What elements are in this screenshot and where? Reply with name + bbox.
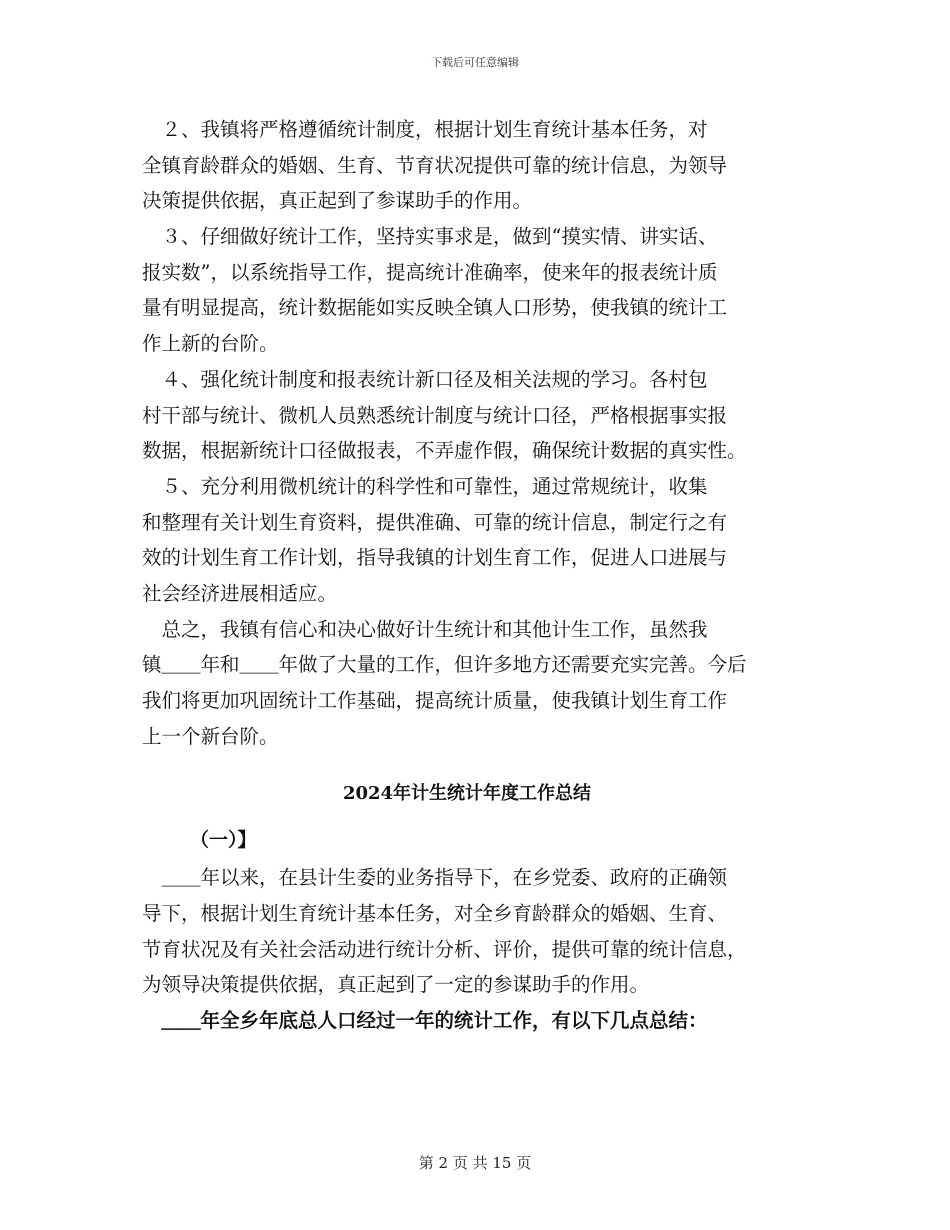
text-line: ５、充分利用微机统计的科学性和可靠性，通过常规统计，收集 <box>142 474 708 498</box>
text-line: 量有明显提高，统计数据能如实反映全镇人口形势，使我镇的统计工 <box>142 296 728 320</box>
paragraph-1 <box>142 112 822 219</box>
paragraph-2 <box>142 219 822 362</box>
section-title: 2024年计生统计年度工作总结 <box>342 783 592 805</box>
text-line: 数据，根据新统计口径做报表，不弄虚作假，确保统计数据的真实性。 <box>142 439 747 463</box>
bold-summary-line: ＿＿年全乡年底总人口经过一年的统计工作，有以下几点总结： <box>142 1009 708 1033</box>
text-line: 为领导决策提供依据，真正起到了一定的参谋助手的作用。 <box>142 973 650 997</box>
paragraph-6 <box>142 860 822 1003</box>
text-line: ３、仔细做好统计工作，坚持实事求是，做到“摸实情、讲实话、 <box>142 225 718 249</box>
text-line: 效的计划生育工作计划，指导我镇的计划生育工作，促进人口进展与 <box>142 546 728 570</box>
paragraph-5 <box>142 612 822 755</box>
text-line: 报实数”，以系统指导工作，提高统计准确率，使来年的报表统计质 <box>142 260 718 284</box>
paragraph-4 <box>142 469 822 612</box>
text-line: ＿＿年以来，在县计生委的业务指导下，在乡党委、政府的正确领 <box>142 866 728 890</box>
text-line: ４、强化统计制度和报表统计新口径及相关法规的学习。各村包 <box>142 367 708 391</box>
text-line: 我们将更加巩固统计工作基础，提高统计质量，使我镇计划生育工作 <box>142 689 728 712</box>
page-header: 下载后可任意编辑 <box>431 56 519 69</box>
text-line: 节育状况及有关社会活动进行统计分析、评价，提供可靠的统计信息， <box>142 937 747 961</box>
text-line: 导下，根据计划生育统计基本任务，对全乡育龄群众的婚姻、生育、 <box>142 902 728 926</box>
text-line: 上一个新台阶。 <box>142 724 279 748</box>
text-line: ２、我镇将严格遵循统计制度，根据计划生育统计基本任务，对 <box>142 118 708 141</box>
text-line: 和整理有关计划生育资料，提供准确、可靠的统计信息，制定行之有 <box>142 510 728 534</box>
text-line: 社会经济进展相适应。 <box>142 581 338 605</box>
text-line: 镇＿＿年和＿＿年做了大量的工作，但许多地方还需要充实完善。今后 <box>142 653 747 677</box>
text-line: 村干部与统计、微机人员熟悉统计制度与统计口径，严格根据事实报 <box>142 403 728 427</box>
spacer <box>142 754 822 768</box>
text-line: 全镇育龄群众的婚姻、生育、节育状况提供可靠的统计信息，为领导 <box>142 153 728 177</box>
page-footer: 第 2 页 共 15 页 <box>418 1154 532 1172</box>
text-line: 作上新的台阶。 <box>142 332 279 356</box>
document-body <box>142 112 822 1039</box>
subheading: （一）】 <box>190 829 257 852</box>
text-line: 总之，我镇有信心和决心做好计生统计和其他计生工作，虽然我 <box>142 617 708 641</box>
paragraph-3 <box>142 362 822 469</box>
text-line: 决策提供依据，真正起到了参谋助手的作用。 <box>142 189 533 213</box>
